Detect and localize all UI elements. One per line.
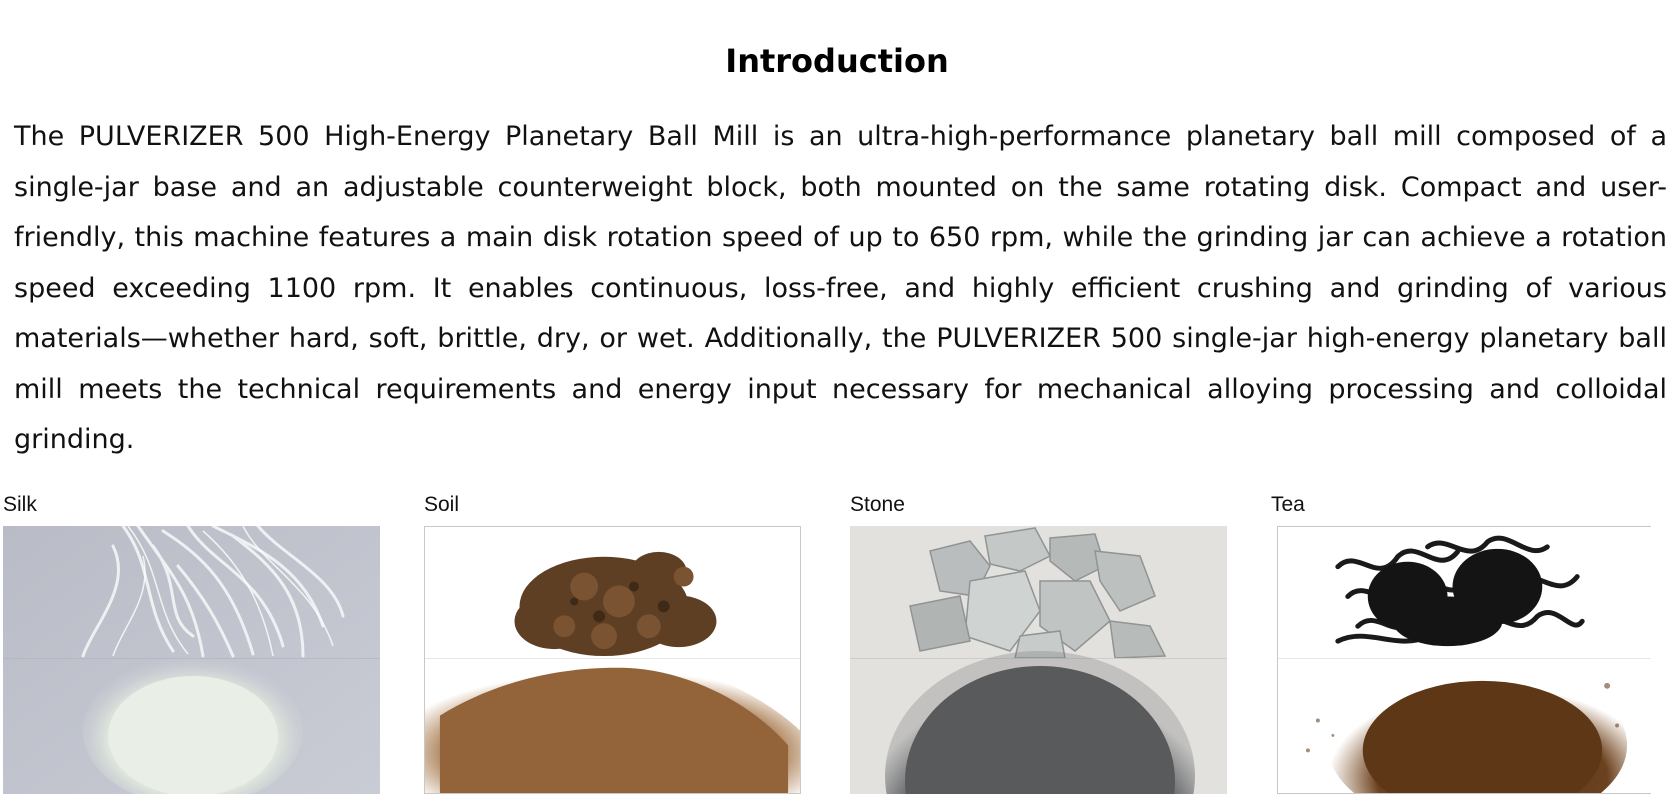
sample-label-soil: Soil [424,493,460,516]
sample-label-stone: Stone [850,493,905,516]
soil-before-after-image [424,526,801,794]
stone-before-after-image [850,526,1227,794]
tea-photo-graphic [1278,527,1651,793]
silk-photo-graphic [3,526,380,794]
sample-label-silk: Silk [3,493,37,516]
page-title: Introduction [725,42,949,81]
sample-label-tea: Tea [1271,493,1305,516]
stone-photo-graphic [850,526,1227,794]
tea-before-after-image [1277,526,1651,794]
silk-before-after-image [3,526,380,794]
soil-photo-graphic [425,527,800,793]
intro-paragraph: The PULVERIZER 500 High-Energy Planetary Ball Mill is an ultra-high-performance planetary ball mill composed of a single-jar base and an adjustable counterweight block, both mounted on the same rotating disk. Compact and user-friendly, this machine features a main disk rotation speed of up to 650 rpm, while the grinding jar can achieve a rotation speed exceeding 1100 rpm. It enables continuous, loss-free, and highly efficient crushing and grinding of various materials—whether hard, soft, brittle, dry, or wet. Additionally, the PULVERIZER 500 single-jar high-energy planetary ball mill meets the technical requirements and energy input necessary for mechanical alloying processing and colloidal grinding. [14,121,1667,455]
